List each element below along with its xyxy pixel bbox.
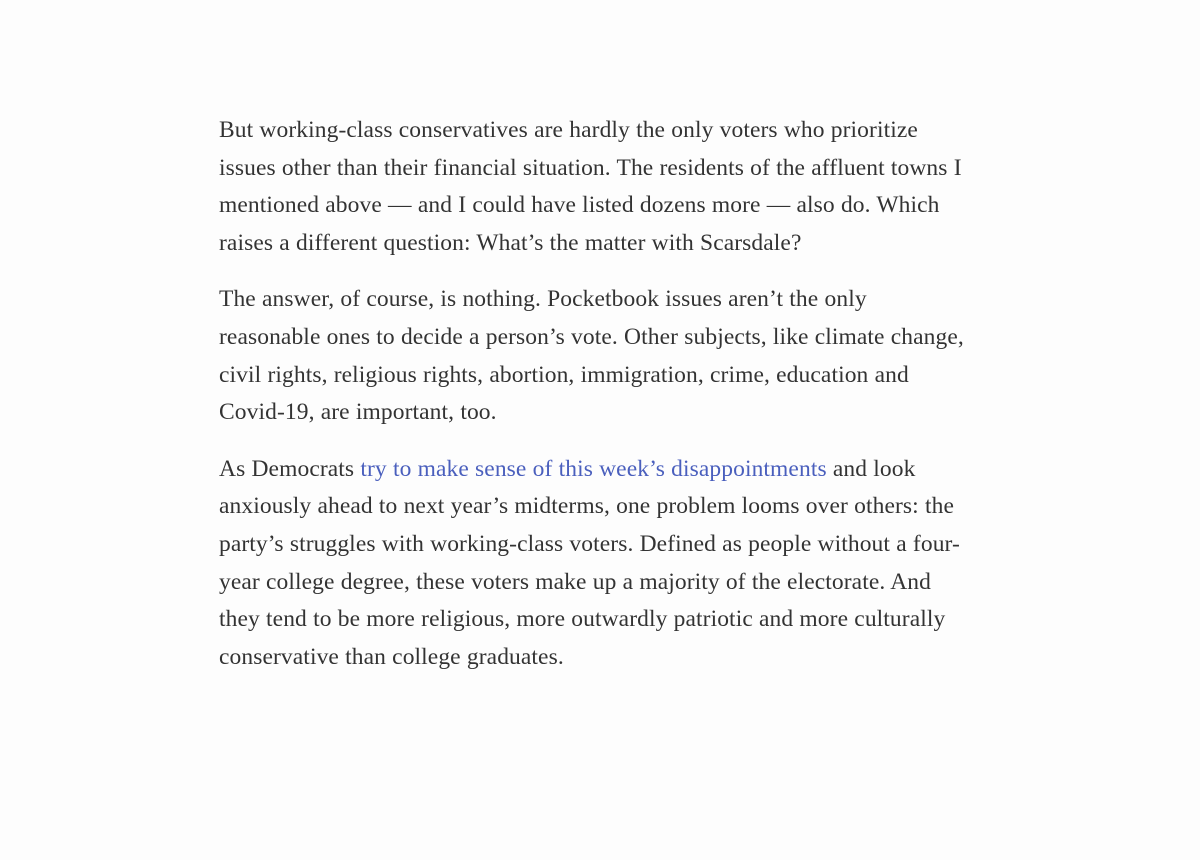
inline-article-link[interactable]: try to make sense of this week’s disappointments: [360, 455, 827, 482]
article-paragraph-1: But working-class conservatives are hardly the only voters who prioritize issues other than their financial situation. The residents of the affluent towns I mentioned above — and I could have listed dozens more — also do. Which raises a different question: What’s the matter with Scarsdale?: [219, 117, 962, 256]
paragraph-tail-text: and look anxiously ahead to next year’s midterms, one problem looms over others: the party’s struggles with working-class voters. Defined as people without a four-year college degree, these voters make up a majority of the electorate. And they tend to be more religious, more outwardly patriotic and more culturally conservative than college graduates.: [219, 455, 960, 670]
paragraph-lead-text: As Democrats: [219, 455, 361, 482]
article-body: [219, 112, 969, 676]
article-paragraph-3: [219, 451, 969, 677]
article-paragraph-2: The answer, of course, is nothing. Pocketbook issues aren’t the only reasonable ones to decide a person’s vote. Other subjects, like climate change, civil rights, religious rights, abortion, immigration, crime, education and Covid-19, are important, too.: [219, 286, 964, 426]
